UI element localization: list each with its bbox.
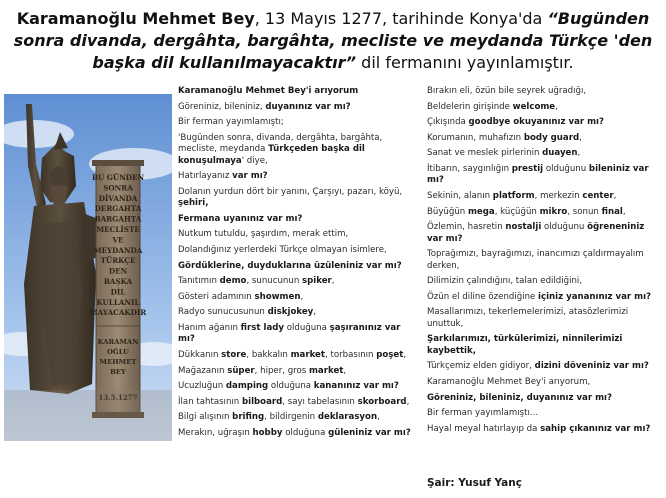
poem-line: Ucuzluğun damping olduğuna kananınız var mı? xyxy=(178,381,399,392)
poem-line: Dükkanın store, bakkalın market, torbasının poşet, xyxy=(178,349,407,360)
poem-line: Dolandığınız yerlerdeki Türkçe olmayan isimlere, xyxy=(178,244,387,255)
poem-line: Gösteri adamının showmen, xyxy=(178,291,304,302)
monument-inscription-line: BU GÜNDEN xyxy=(91,173,145,182)
monument-inscription-line: MAYACAKDIR xyxy=(89,308,147,318)
poem-line: Toprağımızı, bayrağımızı, inancımızı çaldırmayalım derken, xyxy=(427,249,644,271)
poem-line: Şarkılarımızı, türkülerimizi, ninnilerimizi kaybettik, xyxy=(427,334,623,356)
monument-photo xyxy=(4,94,172,441)
monument-inscription-line: DİL xyxy=(110,287,126,297)
monument-inscription-line: BAŞKA xyxy=(103,277,133,286)
poem-line: Radyo sunucusunun diskjokey, xyxy=(178,307,317,318)
monument-inscription-line: MEYDANDA xyxy=(93,245,143,255)
poem-line: Dolanın yurdun dört bir yanını, Çarşıyı, pazarı, köyü, şehiri, xyxy=(178,186,403,209)
poem-line: Çıkışında goodbye okuyanınız var mı? xyxy=(427,117,604,128)
poem-line: Dilimizin çalındığını, talan edildiğini, xyxy=(427,276,583,287)
poem-line: Türkçemiz elden gidiyor, dizini döveniniz var mı? xyxy=(427,361,649,372)
poem-line: Mağazanın süper, hiper, gros market, xyxy=(178,365,347,376)
poem-line: Tanıtımın demo, sunucunun spiker, xyxy=(178,276,335,287)
poem-left-column xyxy=(178,86,418,444)
monument-inscription-line: SONRA xyxy=(103,183,133,193)
poem-line: Sekinin, alanın platform, merkezin center, xyxy=(427,190,617,201)
poem-right-column xyxy=(427,86,655,439)
poem-line: Korumanın, muhafızın body guard, xyxy=(427,132,582,143)
header-title xyxy=(8,8,658,74)
monument-inscription-line: MEHMET xyxy=(99,358,137,366)
monument-inscription-line: KARAMAN xyxy=(97,338,139,346)
poem-line: Hanım ağanın first lady olduğuna şaşıranınız var mı? xyxy=(178,322,401,345)
monument-inscription-line: DİVANDA xyxy=(98,193,138,203)
poem-line: Özün el diline özendiğine içiniz yananınız var mı? xyxy=(427,291,652,302)
monument-inscription-line: BEY xyxy=(110,368,126,376)
poem-line: Büyüğün mega, küçüğün mikro, sonun final, xyxy=(427,206,626,217)
monument-image xyxy=(4,94,172,441)
poem-line: Hayal meyal hatırlayıp da sahip çıkanınız var mı? xyxy=(427,423,651,434)
poem-line: Göreniniz, bileniniz, duyanınız var mı? xyxy=(178,101,351,112)
poem-line: Beldelerin girişinde welcome, xyxy=(427,101,558,112)
poem-line: Göreniniz, bileniniz, duyanınız var mı? xyxy=(427,392,612,403)
poem-line: Fermana uyanınız var mı? xyxy=(178,213,303,224)
poem-line: Bir ferman yayımlamıştı; xyxy=(178,117,284,128)
poem-line: Karamanoğlu Mehmet Bey'i arıyorum, xyxy=(427,376,591,387)
poem-line: Özlemin, hasretin nostalji olduğunu öğreneniniz var mı? xyxy=(427,222,645,244)
monument-inscription-line: VE xyxy=(112,235,124,245)
poem-line: Karamanoğlu Mehmet Bey'i arıyorum xyxy=(178,86,359,96)
author-credit: Şair: Yusuf Yanç xyxy=(427,477,522,489)
poem-line: İlan tahtasının bilboard, sayı tabelasının skorboard, xyxy=(178,396,410,407)
poem-line: Gördüklerine, duyduklarına üzüleniniz var mı? xyxy=(178,260,402,271)
monument-inscription-line: MECLİSTE xyxy=(96,225,140,234)
monument-inscription-line: OĞLU xyxy=(106,348,130,356)
poem-line: Sanat ve meslek pirlerinin duayen, xyxy=(427,148,581,159)
header-text: Karamanoğlu Mehmet Bey, 13 Mayıs 1277, tarihinde Konya'da “Bugünden sonra divanda, dergâhta, bargâhta, mecliste ve meydanda Türkçe 'den başka dil kullanılmayacaktır” dil fermanını yayınlamıştır. xyxy=(13,9,653,72)
poem-line: Masallarımızı, tekerlemelerimizi, atasözlerimizi unuttuk, xyxy=(427,307,629,329)
poem-line: Bilgi alışının brifing, bildirgenin deklarasyon, xyxy=(178,412,380,423)
poem-line: 'Bugünden sonra, divanda, dergâhta, bargâhta, mecliste, meydanda Türkçeden başka dil konuşulmaya' diye, xyxy=(178,132,383,166)
monument-inscription-line: DERGAHTA xyxy=(94,204,142,214)
monument-inscription-line: BARGAHTA xyxy=(94,214,142,224)
monument-date-text: 13.5.1277 xyxy=(98,393,138,402)
monument-inscription-line: KULLANIL xyxy=(96,297,140,307)
poem-line: Bırakın eli, özün bile seyrek uğradığı, xyxy=(427,86,587,96)
monument-inscription-line: DEN xyxy=(108,266,128,276)
monument-inscription-line: TÜRKÇE xyxy=(100,256,136,266)
poem-line: İtibarın, saygınlığın prestij olduğunu bileniniz var mı? xyxy=(427,163,649,186)
poem-line: Nutkum tutuldu, şaşırdım, merak ettim, xyxy=(178,229,349,240)
poem-line: Hatırlayanız var mı? xyxy=(178,171,268,182)
poem-line: Merakın, uğraşın hobby olduğuna güleniniz var mı? xyxy=(178,427,411,438)
poem-line: Bir ferman yayımlamıştı... xyxy=(427,408,539,419)
